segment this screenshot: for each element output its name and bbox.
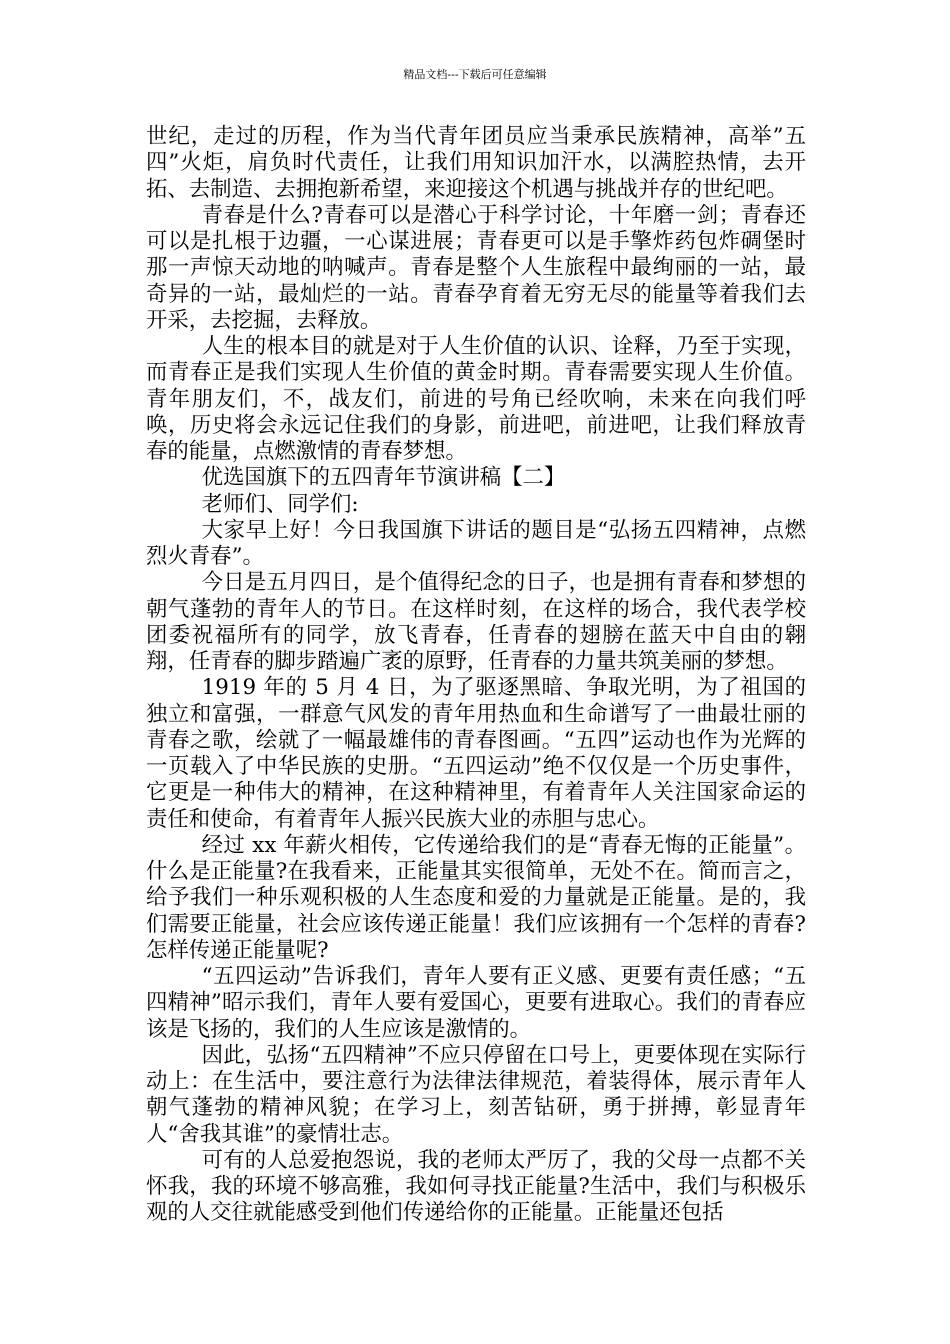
page-header: 精品文档---下载后可任意编辑 — [403, 68, 547, 81]
paragraph: 人生的根本目的就是对于人生价值的认识、诠释，乃至于实现，而青春正是我们实现人生价值的黄金时期。青春需要实现人生价值。青年朋友们，不，战友们，前进的号角已经吹响，未来在向我们呼唤，历史将会永远记住我们的身影，前进吧，前进吧，让我们释放青春的能量，点燃激情的青春梦想。 — [146, 334, 806, 464]
paragraph: “五四运动”告诉我们，青年人要有正义感、更要有责任感；“五四精神”昭示我们，青年人要有爱国心，更要有进取心。我们的青春应该是飞扬的，我们的人生应该是激情的。 — [146, 964, 806, 1042]
paragraph: 可有的人总爱抱怨说，我的老师太严厉了，我的父母一点都不关怀我，我的环境不够高雅，我如何寻找正能量?生活中，我们与积极乐观的人交往就能感受到他们传递给你的正能量。正能量还包括 — [146, 1147, 806, 1226]
paragraph: 今日是五月四日，是个值得纪念的日子，也是拥有青春和梦想的朝气蓬勃的青年人的节日。在这样时刻，在这样的场合，我代表学校团委祝福所有的同学，放飞青春，任青春的翅膀在蓝天中自由的翱翔，任青春的脚步踏遍广袤的原野，任青春的力量共筑美丽的梦想。 — [146, 570, 806, 674]
paragraph: 1919 年的 5 月 4 日，为了驱逐黑暗、争取光明，为了祖国的独立和富强，一群意气风发的青年用热血和生命谱写了一曲最壮丽的青春之歌，绘就了一幅最雄伟的青春图画。“五四”运动也作为光辉的一页载入了中华民族的史册。“五四运动”绝不仅仅是一个历史事件，它更是一种伟大的精神，在这种精神里，有着青年人关注国家命运的责任和使命，有着青年人振兴民族大业的赤胆与忠心。 — [146, 675, 806, 832]
section-heading: 优选国旗下的五四青年节演讲稿【二】 — [201, 465, 566, 491]
paragraph: 青春是什么?青春可以是潜心于科学讨论，十年磨一剑；青春还可以是扎根于边疆，一心谋进展；青春更可以是手擎炸药包炸碉堡时那一声惊天动地的呐喊声。青春是整个人生旅程中最绚丽的一站，最奇异的一站，最灿烂的一站。青春孕育着无穷无尽的能量等着我们去开采，去挖掘，去释放。 — [146, 202, 806, 333]
paragraph-continuation: 世纪，走过的历程，作为当代青年团员应当秉承民族精神，高举”五四”火炬，肩负时代责任，让我们用知识加汗水，以满腔热情，去开拓、去制造、去拥抱新希望，来迎接这个机遇与挑战并存的世纪吧。 — [146, 124, 806, 202]
paragraph: 经过 xx 年薪火相传，它传递给我们的是“青春无悔的正能量”。什么是正能量?在我看来，正能量其实很简单，无处不在。简而言之，给予我们一种乐观积极的人生态度和爱的力量就是正能量。是的，我们需要正能量，社会应该传递正能量！我们应该拥有一个怎样的青春?怎样传递正能量呢? — [146, 832, 806, 963]
salutation: 老师们、同学们: — [201, 491, 359, 517]
paragraph: 大家早上好！今日我国旗下讲话的题目是“弘扬五四精神，点燃烈火青春”。 — [146, 517, 806, 569]
paragraph: 因此，弘扬“五四精神”不应只停留在口号上，更要体现在实际行动上：在生活中，要注意行为法律法律规范，着装得体，展示青年人朝气蓬勃的精神风貌；在学习上，刻苦钻研，勇于拼搏，彰显青年人“舍我其谁”的豪情壮志。 — [146, 1042, 806, 1147]
document-body — [146, 124, 806, 1227]
